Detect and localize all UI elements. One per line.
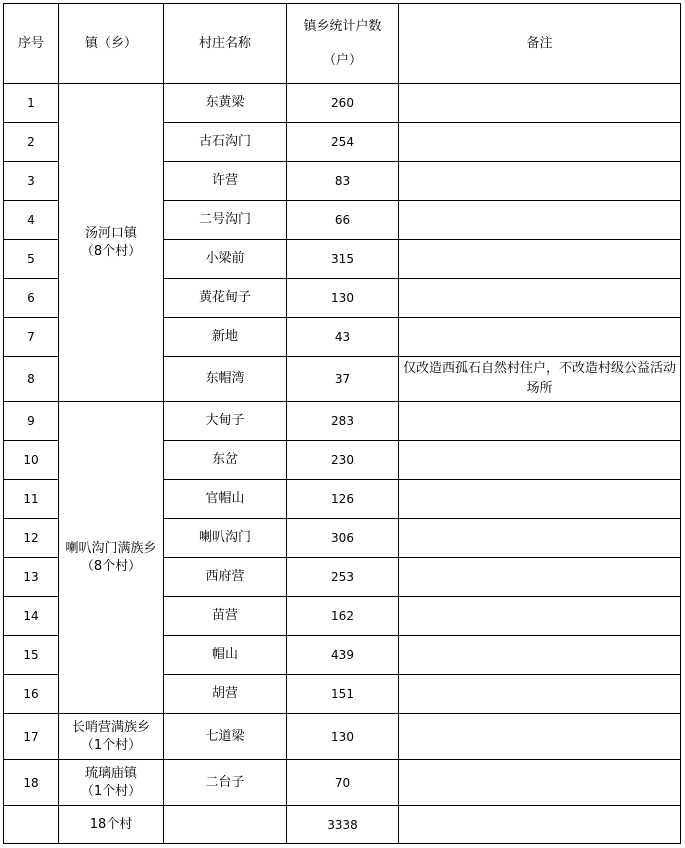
header-index: 序号	[4, 4, 59, 84]
village-name: 大甸子	[164, 402, 287, 441]
households: 126	[287, 480, 399, 519]
table-row	[4, 714, 681, 760]
remark	[399, 201, 681, 240]
row-index: 7	[4, 318, 59, 357]
village-name: 二号沟门	[164, 201, 287, 240]
village-name: 苗营	[164, 597, 287, 636]
total-village-name	[164, 806, 287, 844]
town-count: （8个村）	[80, 243, 142, 259]
town-name: 喇叭沟门满族乡	[65, 540, 157, 556]
households: 315	[287, 240, 399, 279]
households: 83	[287, 162, 399, 201]
town-count: （1个村）	[80, 783, 142, 799]
row-index: 9	[4, 402, 59, 441]
villages-table	[3, 3, 681, 844]
households: 230	[287, 441, 399, 480]
village-name: 喇叭沟门	[164, 519, 287, 558]
households: 439	[287, 636, 399, 675]
village-name: 帽山	[164, 636, 287, 675]
households: 66	[287, 201, 399, 240]
remark	[399, 558, 681, 597]
row-index: 14	[4, 597, 59, 636]
remark	[399, 441, 681, 480]
village-name: 七道梁	[164, 714, 287, 760]
total-index	[4, 806, 59, 844]
row-index: 4	[4, 201, 59, 240]
row-index: 6	[4, 279, 59, 318]
remark	[399, 636, 681, 675]
town-count: （1个村）	[80, 737, 142, 753]
town-cell	[59, 402, 164, 714]
table-row	[4, 760, 681, 806]
households: 37	[287, 357, 399, 402]
village-name: 东岔	[164, 441, 287, 480]
row-index: 12	[4, 519, 59, 558]
remark: 仅改造西孤石自然村住户，不改造村级公益活动场所	[399, 357, 681, 402]
village-name: 黄花甸子	[164, 279, 287, 318]
remark	[399, 84, 681, 123]
header-village: 村庄名称	[164, 4, 287, 84]
header-row	[4, 4, 681, 84]
town-cell	[59, 760, 164, 806]
header-households	[287, 4, 399, 84]
village-name: 西府营	[164, 558, 287, 597]
row-index: 13	[4, 558, 59, 597]
row-index: 17	[4, 714, 59, 760]
remark	[399, 162, 681, 201]
town-name: 汤河口镇	[84, 225, 137, 241]
row-index: 18	[4, 760, 59, 806]
town-name: 琉璃庙镇	[84, 765, 137, 781]
remark	[399, 480, 681, 519]
remark	[399, 760, 681, 806]
header-households-line1: 镇乡统计户数	[303, 18, 382, 34]
households: 43	[287, 318, 399, 357]
remark	[399, 675, 681, 714]
households: 260	[287, 84, 399, 123]
village-name: 古石沟门	[164, 123, 287, 162]
remark	[399, 240, 681, 279]
households: 254	[287, 123, 399, 162]
town-cell	[59, 84, 164, 402]
village-name: 东黄梁	[164, 84, 287, 123]
total-villages: 18个村	[59, 806, 164, 844]
households: 130	[287, 714, 399, 760]
header-households-line2: （户）	[322, 52, 362, 68]
households: 162	[287, 597, 399, 636]
row-index: 5	[4, 240, 59, 279]
remark	[399, 402, 681, 441]
table-row	[4, 402, 681, 441]
village-name: 许营	[164, 162, 287, 201]
village-name: 二台子	[164, 760, 287, 806]
remark	[399, 279, 681, 318]
row-index: 16	[4, 675, 59, 714]
households: 130	[287, 279, 399, 318]
total-households: 3338	[287, 806, 399, 844]
village-name: 官帽山	[164, 480, 287, 519]
village-name: 东帽湾	[164, 357, 287, 402]
remark	[399, 123, 681, 162]
remark	[399, 714, 681, 760]
town-name: 长哨营满族乡	[71, 719, 150, 735]
header-remarks: 备注	[399, 4, 681, 84]
row-index: 15	[4, 636, 59, 675]
remark	[399, 519, 681, 558]
village-name: 新地	[164, 318, 287, 357]
households: 253	[287, 558, 399, 597]
row-index: 10	[4, 441, 59, 480]
households: 306	[287, 519, 399, 558]
header-town: 镇（乡）	[59, 4, 164, 84]
town-count: （8个村）	[80, 558, 142, 574]
row-index: 11	[4, 480, 59, 519]
total-remark	[399, 806, 681, 844]
households: 70	[287, 760, 399, 806]
total-row	[4, 806, 681, 844]
village-name: 小梁前	[164, 240, 287, 279]
table-row	[4, 84, 681, 123]
households: 283	[287, 402, 399, 441]
row-index: 8	[4, 357, 59, 402]
row-index: 2	[4, 123, 59, 162]
remark	[399, 597, 681, 636]
village-name: 胡营	[164, 675, 287, 714]
households: 151	[287, 675, 399, 714]
town-cell	[59, 714, 164, 760]
row-index: 3	[4, 162, 59, 201]
remark	[399, 318, 681, 357]
row-index: 1	[4, 84, 59, 123]
